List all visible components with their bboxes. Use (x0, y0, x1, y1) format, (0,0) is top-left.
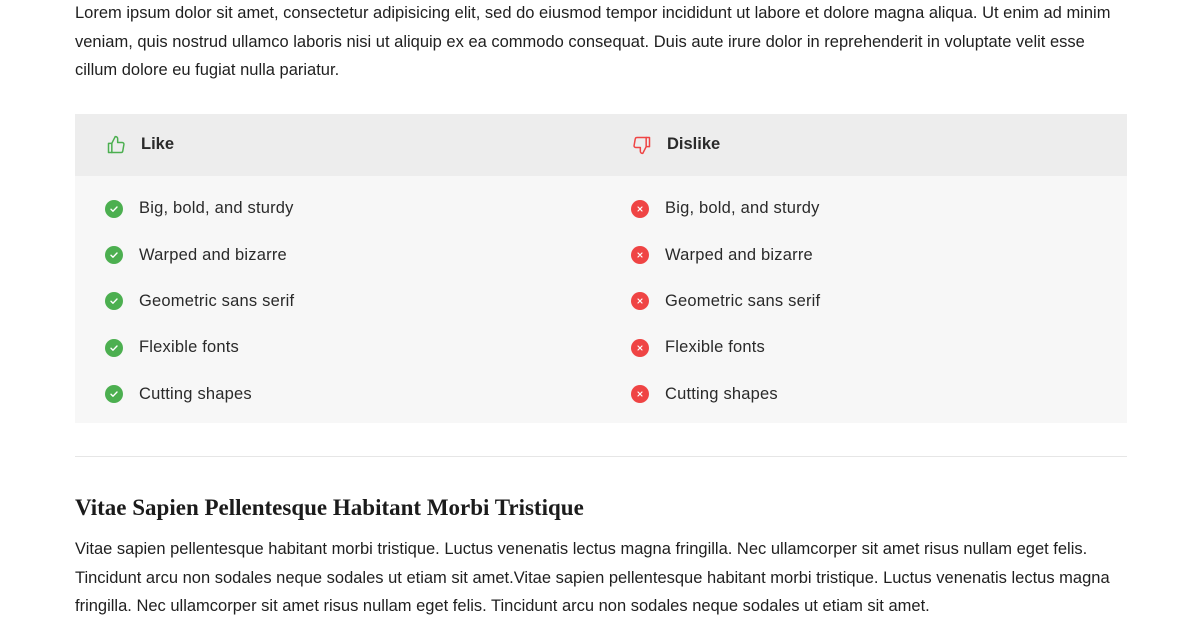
check-circle-icon (105, 385, 123, 403)
like-dislike-header (75, 114, 1127, 176)
like-item-text: Cutting shapes (139, 384, 252, 403)
like-list-item (105, 325, 601, 371)
like-list (75, 186, 601, 418)
dislike-item-text: Big, bold, and sturdy (665, 199, 820, 218)
x-circle-icon (631, 292, 649, 310)
dislike-list-item (631, 232, 1127, 278)
like-title: Like (141, 135, 175, 153)
like-header (75, 134, 601, 156)
like-dislike-table (75, 114, 1127, 424)
dislike-item-text: Geometric sans serif (665, 291, 821, 310)
x-circle-icon (631, 200, 649, 218)
x-circle-icon (631, 339, 649, 357)
like-list-item (105, 371, 601, 417)
intro-paragraph: Lorem ipsum dolor sit amet, consectetur adipisicing elit, sed do eiusmod tempor incididunt ut labore et dolore magna aliqua. Ut enim ad minim veniam, quis nostrud ullamco laboris nisi ut aliquip ex ea commodo consequat. Duis aute irure dolor in reprehenderit in voluptate velit esse cillum dolore eu fugiat nulla pariatur. (75, 4, 1111, 79)
dislike-header (601, 134, 1127, 156)
x-circle-icon (631, 246, 649, 264)
check-circle-icon (105, 246, 123, 264)
like-dislike-body (75, 176, 1127, 424)
dislike-list-item (631, 186, 1127, 232)
like-item-text: Big, bold, and sturdy (139, 199, 294, 218)
dislike-list-item (631, 371, 1127, 417)
like-item-text: Geometric sans serif (139, 291, 295, 310)
dislike-title: Dislike (667, 135, 721, 153)
dislike-list-item (631, 325, 1127, 371)
section-paragraph: Vitae sapien pellentesque habitant morbi tristique. Luctus venenatis lectus magna fringilla. Nec ullamcorper sit amet risus nullam eget felis. Tincidunt arcu non sodales neque sodales ut etiam sit amet.Vitae sapien pellentesque habitant morbi tristique. Luctus venenatis lectus magna fringilla. Nec ullamcorper sit amet risus nullam eget felis. Tincidunt arcu non sodales neque sodales ut etiam sit amet. (75, 540, 1110, 616)
like-list-item (105, 278, 601, 324)
like-list-item (105, 186, 601, 232)
section-divider (75, 456, 1127, 457)
like-item-text: Warped and bizarre (139, 245, 287, 264)
like-item-text: Flexible fonts (139, 338, 240, 357)
thumbs-down-icon (631, 134, 653, 156)
check-circle-icon (105, 292, 123, 310)
like-list-item (105, 232, 601, 278)
dislike-item-text: Warped and bizarre (665, 245, 813, 264)
dislike-list (601, 186, 1127, 418)
thumbs-up-icon (105, 134, 127, 156)
x-circle-icon (631, 385, 649, 403)
section-heading: Vitae Sapien Pellentesque Habitant Morbi Tristique (75, 495, 584, 521)
dislike-item-text: Cutting shapes (665, 384, 778, 403)
dislike-item-text: Flexible fonts (665, 338, 766, 357)
dislike-list-item (631, 278, 1127, 324)
article-content (75, 0, 1127, 621)
check-circle-icon (105, 200, 123, 218)
check-circle-icon (105, 339, 123, 357)
